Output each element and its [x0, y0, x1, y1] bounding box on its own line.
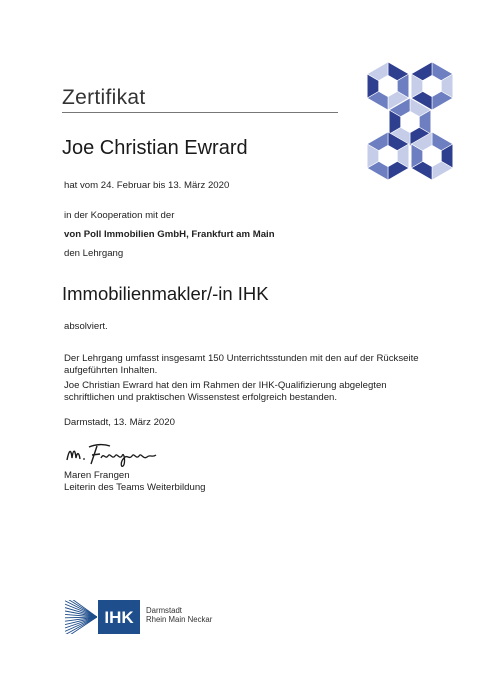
- certificate-heading: Zertifikat: [62, 86, 146, 109]
- ihk-logo-text: [146, 606, 212, 624]
- heading-divider: [62, 112, 338, 113]
- signer-name: Maren Frangen: [64, 470, 130, 481]
- partner-company: von Poll Immobilien GmbH, Frankfurt am Main: [64, 229, 275, 240]
- place-date: Darmstadt, 13. März 2020: [64, 417, 175, 428]
- exam-line-2: schriftlichen und praktischen Wissenstest erfolgreich bestanden.: [64, 392, 338, 403]
- course-title: Immobilienmakler/-in IHK: [62, 283, 269, 304]
- ihk-region-line-2: Rhein Main Neckar: [146, 615, 213, 624]
- course-period: hat vom 24. Februar bis 13. März 2020: [64, 180, 230, 191]
- exam-line-1: Joe Christian Ewrard hat den im Rahmen der IHK-Qualifizierung abgelegten: [64, 380, 387, 391]
- hours-line-2: aufgeführten Inhalten.: [64, 365, 158, 376]
- ihk-logo-graphic: [65, 600, 143, 634]
- ihk-logo-label: IHK: [104, 608, 134, 627]
- recipient-name: Joe Christian Ewrard: [62, 137, 248, 159]
- hours-line-1: Der Lehrgang umfasst insgesamt 150 Unterrichtsstunden mit den auf der Rückseite: [64, 353, 419, 364]
- course-intro: den Lehrgang: [64, 248, 124, 259]
- ihk-region-line-1: Darmstadt: [146, 606, 182, 615]
- decorative-hexagon-mark: [350, 52, 465, 182]
- completed-text: absolviert.: [64, 321, 108, 332]
- cooperation-intro: in der Kooperation mit der: [64, 210, 175, 221]
- signer-role: Leiterin des Teams Weiterbildung: [64, 482, 206, 493]
- handwritten-signature: [64, 438, 164, 468]
- ihk-logo: [65, 600, 143, 639]
